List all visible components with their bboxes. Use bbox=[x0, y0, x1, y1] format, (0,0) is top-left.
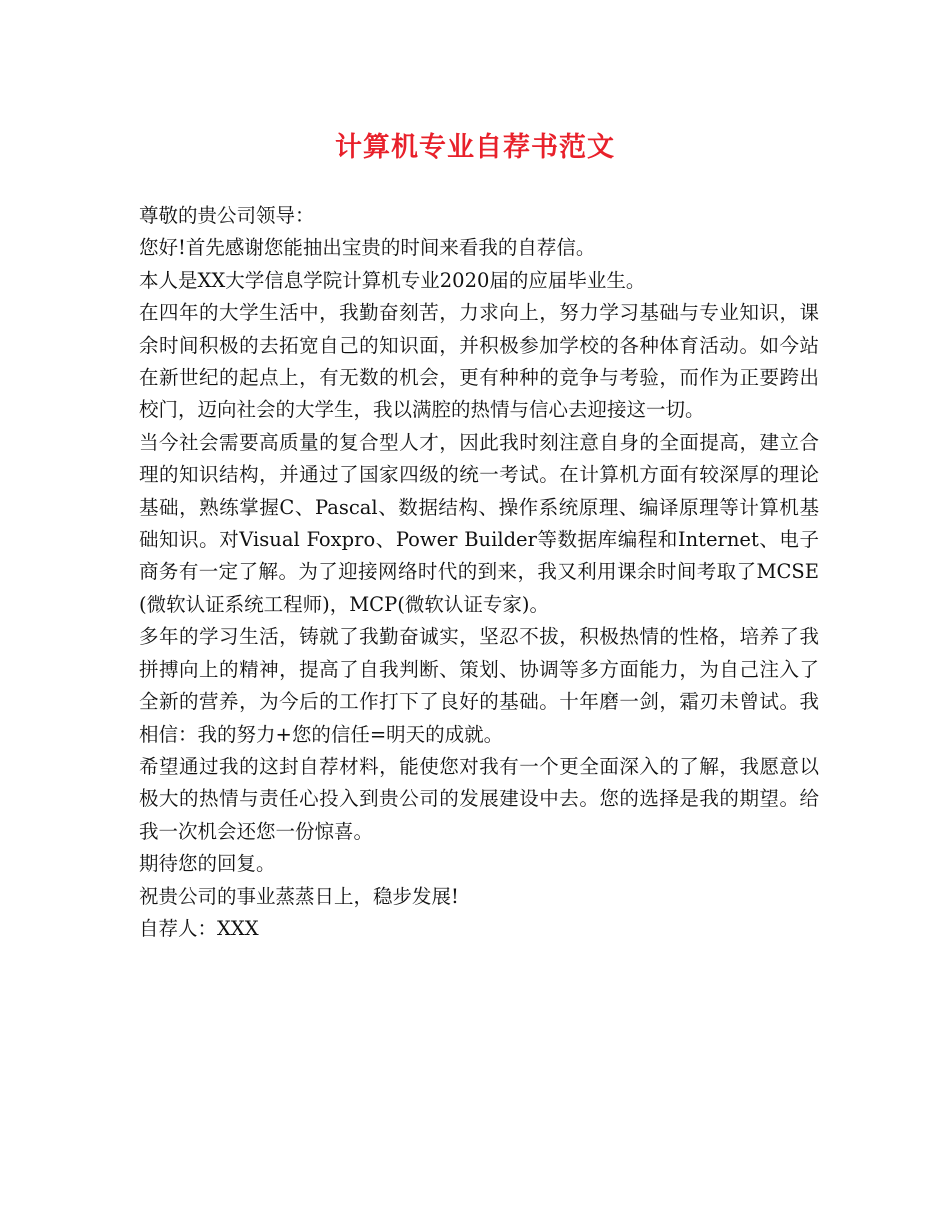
character-paragraph: 多年的学习生活，铸就了我勤奋诚实，坚忍不拔，积极热情的性格，培养了我拼搏向上的精神，提高了自我判断、策划、协调等多方面能力，为自己注入了全新的营养，为今后的工作打下了良好的基础。十年磨一剑，霜刃未曾试。我相信：我的努力+您的信任=明天的成就。 bbox=[139, 625, 819, 746]
intro-paragraph: 本人是XX大学信息学院计算机专业2020届的应届毕业生。 bbox=[139, 268, 646, 292]
university-life-paragraph: 在四年的大学生活中，我勤奋刻苦，力求向上，努力学习基础与专业知识，课余时间积极的去拓宽自己的知识面，并积极参加学校的各种体育活动。如今站在新世纪的起点上，有无数的机会，更有种种的竞争与考验，而作为正要跨出校门，迈向社会的大学生，我以满腔的热情与信心去迎接这一切。 bbox=[139, 301, 819, 422]
hope-paragraph: 希望通过我的这封自荐材料，能使您对我有一个更全面深入的了解，我愿意以极大的热情与责任心投入到贵公司的发展建设中去。您的选择是我的期望。给我一次机会还您一份惊喜。 bbox=[139, 754, 819, 843]
document-body bbox=[139, 200, 819, 945]
awaiting-reply-line: 期待您的回复。 bbox=[139, 852, 276, 876]
skills-paragraph: 当今社会需要高质量的复合型人才，因此我时刻注意自身的全面提高，建立合理的知识结构，并通过了国家四级的统一考试。在计算机方面有较深厚的理论基础，熟练掌握C、Pascal、数据结构、操作系统原理、编译原理等计算机基础知识。对Visual Foxpro、Power Builder等数据库编程和Internet、电子商务有一定了解。为了迎接网络时代的到来，我又利用课余时间考取了MCSE(微软认证系统工程师)，MCP(微软认证专家)。 bbox=[139, 430, 819, 616]
salutation: 尊敬的贵公司领导： bbox=[139, 204, 315, 227]
greeting-paragraph: 您好!首先感谢您能抽出宝贵的时间来看我的自荐信。 bbox=[139, 236, 596, 260]
signature-line: 自荐人：XXX bbox=[139, 916, 259, 940]
document-title: 计算机专业自荐书范文 bbox=[335, 132, 615, 163]
wishes-line: 祝贵公司的事业蒸蒸日上，稳步发展! bbox=[139, 884, 459, 908]
